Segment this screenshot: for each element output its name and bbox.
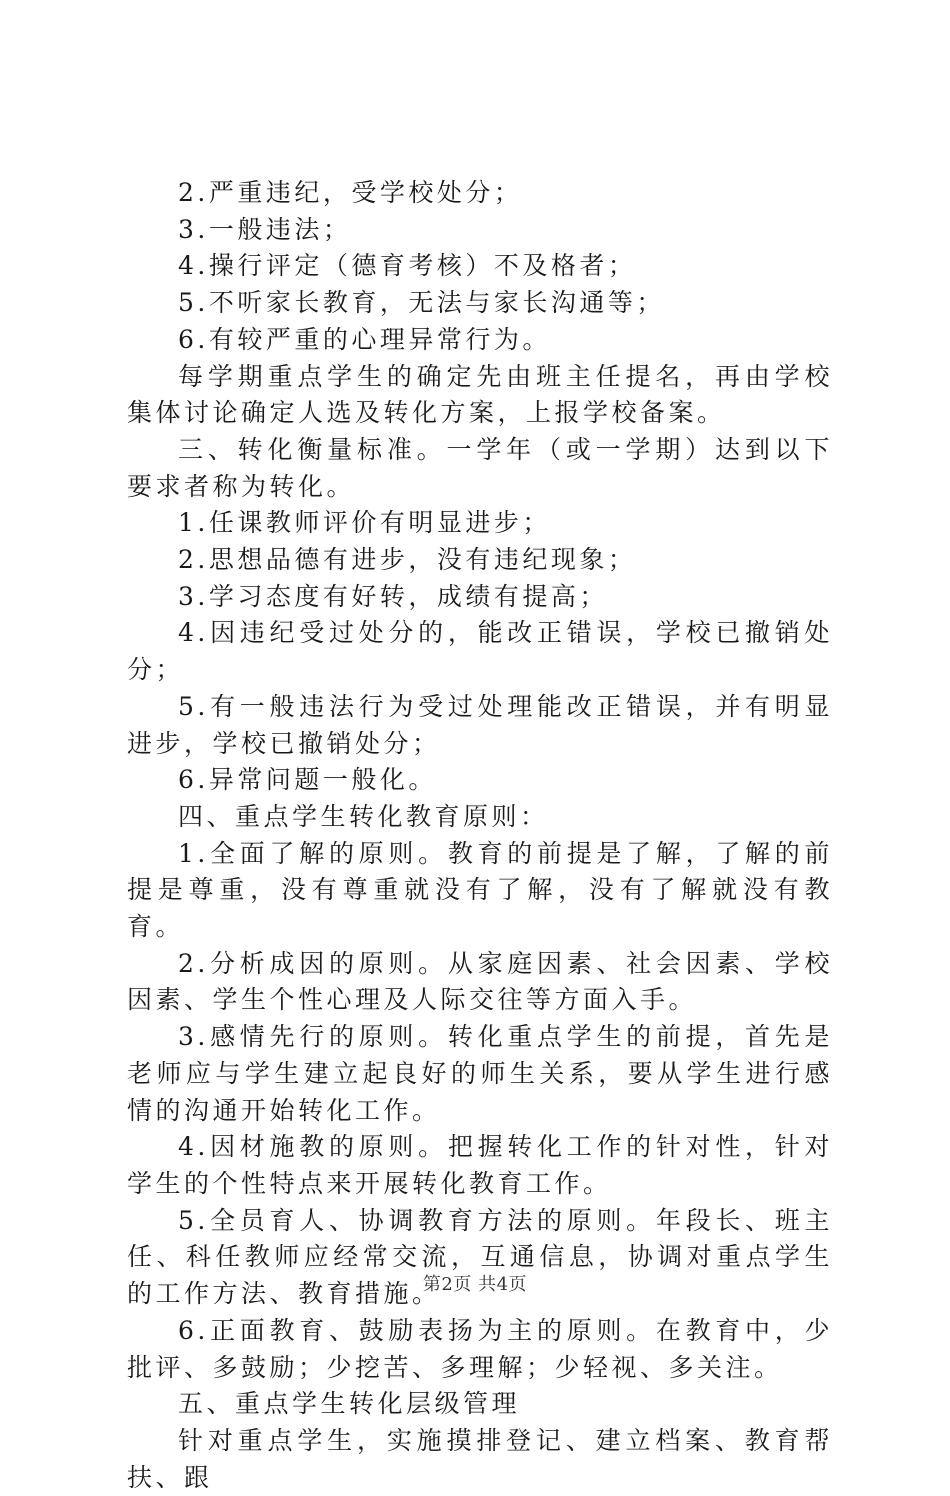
paragraph: 2.分析成因的原则。从家庭因素、社会因素、学校因素、学生个性心理及人际交往等方面入手。 [127,948,833,1015]
paragraph: 4.因材施教的原则。把握转化工作的针对性，针对学生的个性特点来开展转化教育工作。 [127,1132,833,1198]
paragraph: 每学期重点学生的确定先由班主任提名，再由学校集体讨论确定人选及转化方案，上报学校备案。 [127,361,833,428]
section-heading: 五、重点学生转化层级管理 [178,1389,521,1419]
paragraph: 3.一般违法； [178,214,352,244]
section-heading: 三、转化衡量标准。一学年（或一学期）达到以下要求者称为转化。 [127,434,833,501]
paragraph: 2.思想品德有进步，没有违纪现象； [178,545,637,575]
paragraph: 3.感情先行的原则。转化重点学生的前提，首先是老师应与学生建立起良好的师生关系，要从学生进行感情的沟通开始转化工作。 [127,1022,833,1125]
paragraph: 4.因违纪受过处分的，能改正错误，学校已撤销处分； [127,618,833,685]
paragraph: 5.有一般违法行为受过处理能改正错误，并有明显进步，学校已撤销处分； [127,691,833,758]
section-heading: 四、重点学生转化教育原则： [178,801,549,831]
paragraph: 3.学习态度有好转，成绩有提高； [178,581,608,611]
paragraph: 1.任课教师评价有明显进步； [178,508,551,538]
paragraph: 6.正面教育、鼓励表扬为主的原则。在教育中，少批评、多鼓励；少挖苦、多理解；少轻视、多关注。 [127,1315,833,1382]
paragraph: 4.操行评定（德育考核）不及格者； [178,251,637,281]
paragraph: 6.有较严重的心理异常行为。 [178,324,551,354]
document-body [127,175,833,1496]
paragraph: 1.全面了解的原则。教育的前提是了解，了解的前提是尊重，没有尊重就没有了解，没有了解就没有教育。 [127,838,833,942]
paragraph: 6.异常问题一般化。 [178,765,437,795]
paragraph: 5.全员育人、协调教育方法的原则。年段长、班主任、科任教师应经常交流，互通信息，协调对重点学生的工作方法、教育措施。 [127,1205,833,1309]
page-number-footer: 第2页 共4页 [422,1274,528,1295]
paragraph: 5.不听家长教育，无法与家长沟通等； [178,288,665,318]
paragraph: 针对重点学生，实施摸排登记、建立档案、教育帮扶、跟 [127,1425,833,1492]
paragraph: 2.严重违纪，受学校处分； [178,178,523,207]
